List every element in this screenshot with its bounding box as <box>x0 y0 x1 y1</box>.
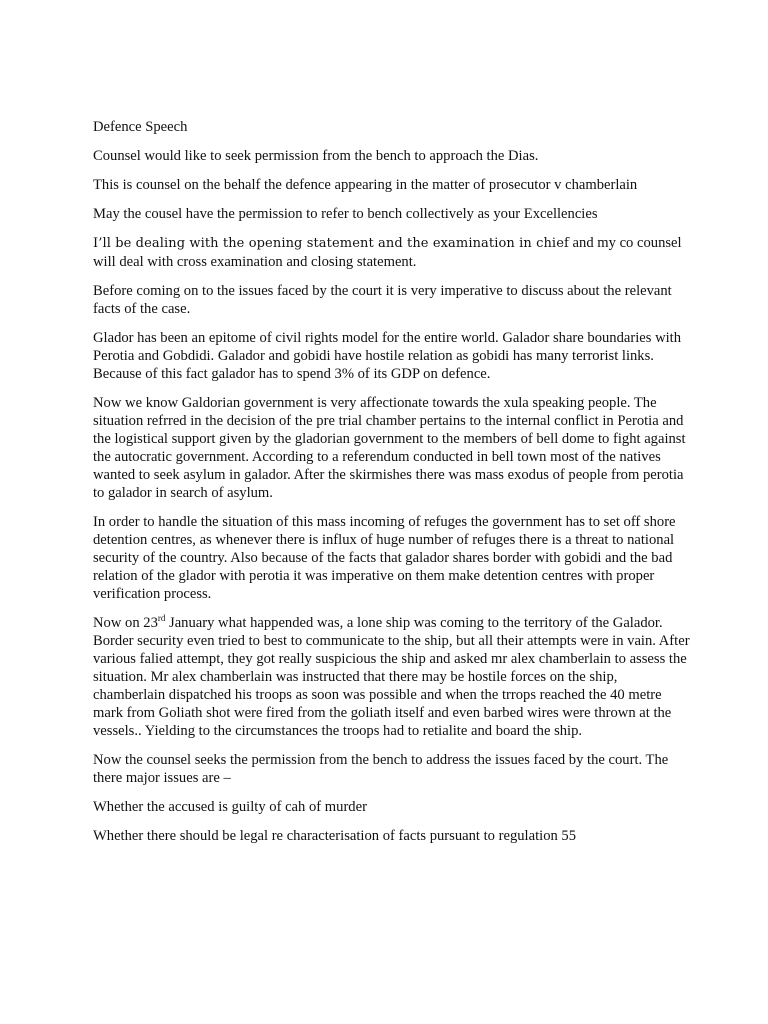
paragraph-detention-centres: In order to handle the situation of this mass incoming of refuges the government has to set off shore detention centres, as whenever there is influx of huge number of refuges there is a threat to national security of the country. Also because of the facts that galador shares border with gobidi and the bad relation of the glador with perotia it was imperative on them make detention centres with proper verification process. <box>93 514 676 602</box>
paragraph-permission-approach: Counsel would like to seek permission from the bench to approach the Dias. <box>93 148 539 164</box>
paragraph-refer-to-bench: May the cousel have the permission to refer to bench collectively as your Excellencies <box>93 206 598 222</box>
opening-statement-part1: I’ll be dealing with the opening statement and the examination in chief <box>93 236 569 251</box>
opening-statement-part2: and my co counsel will deal with cross examination and closing statement. <box>93 235 682 270</box>
paragraph-january-incident <box>93 614 693 740</box>
incident-part1: Now on 23 <box>93 615 158 631</box>
paragraph-glador-background: Glador has been an epitome of civil rights model for the entire world. Galador share boundaries with Perotia and Gobdidi. Galador and gobidi have hostile relation as gobidi has many terrorist links. Because of this fact galador has to spend 3% of its GDP on defence. <box>93 330 682 382</box>
paragraph-counsel-appearing: This is counsel on the behalf the defence appearing in the matter of prosecutor v chamberlain <box>93 177 638 193</box>
paragraph-major-issues: Now the counsel seeks the permission from the bench to address the issues faced by the court. The there major issues are – <box>93 752 669 786</box>
issue-guilty-of-murder: Whether the accused is guilty of cah of murder <box>93 799 367 815</box>
document-title: Defence Speech <box>93 119 188 135</box>
document-page <box>93 118 693 856</box>
paragraph-galdorian-government: Now we know Galdorian government is very affectionate towards the xula speaking people. The situation refrred in the decision of the pre trial chamber pertains to the internal conflict in Perotia and the logistical support given by the gladorian government to the members of bell dome to fight against the autocratic government. According to a referendum conducted in bell town most of the natives wanted to seek asylum in galador. After the skirmishes there was mass exodus of people from perotia to galador in search of asylum. <box>93 395 686 501</box>
issue-recharacterisation: Whether there should be legal re characterisation of facts pursuant to regulation 55 <box>93 828 577 844</box>
paragraph-opening-statement <box>93 234 693 271</box>
paragraph-relevant-facts: Before coming on to the issues faced by the court it is very imperative to discuss about the relevant facts of the case. <box>93 283 672 317</box>
incident-superscript: rd <box>157 613 166 624</box>
incident-part2: January what happended was, a lone ship was coming to the territory of the Galador. Border security even tried to best to communicate to the ship, but all their attempts were in vain. After various falied attempt, they got really suspicious the ship and asked mr alex chamberlain to assess the situation. Mr alex chamberlain was instructed that there may be hostile forces on the ship, chamberlain dispatched his troops as soon was possible and when the trrops reached the 40 metre mark from Goliath shot were fired from the goliath itself and even barbed wires were thrown at the vessels.. Yielding to the circumstances the troops had to retialite and board the ship. <box>93 615 690 739</box>
